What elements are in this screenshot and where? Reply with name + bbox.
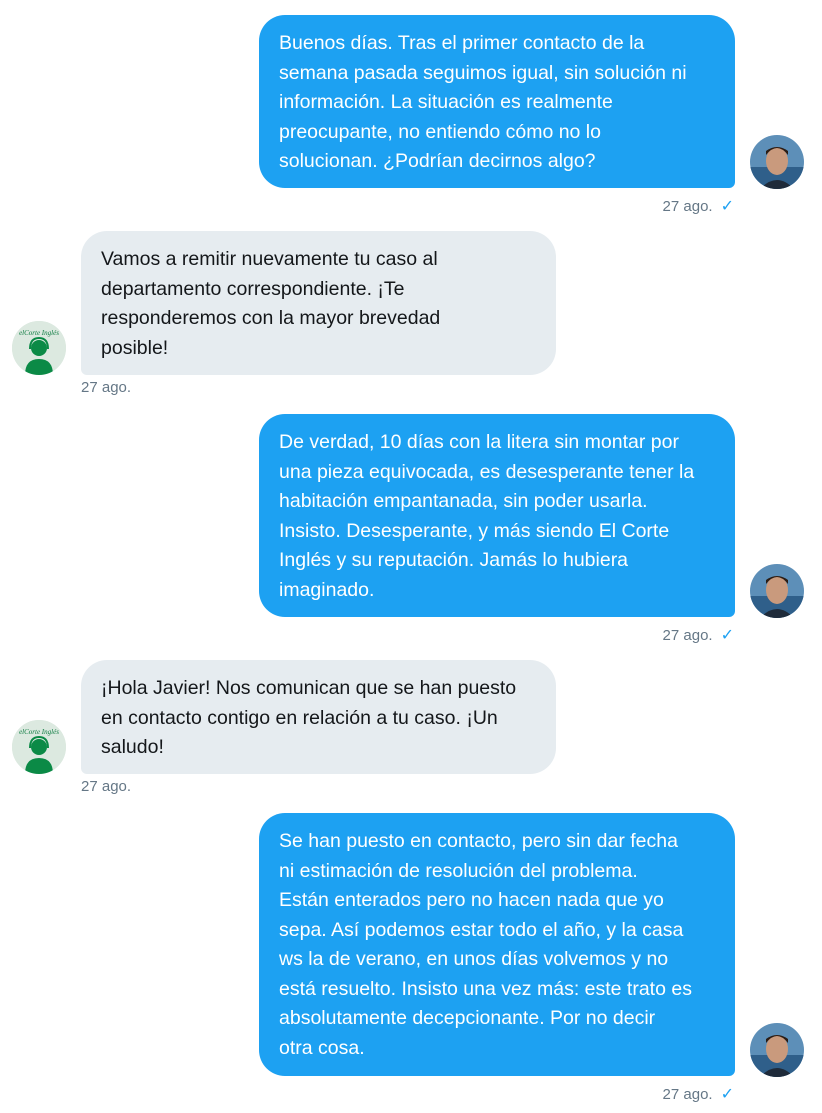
brand-avatar[interactable] (12, 720, 66, 774)
message-bubble[interactable]: Vamos a remitir nuevamente tu caso al departamento correspondiente. ¡Te responderemos con la mayor brevedad posible! (81, 231, 556, 375)
check-icon: ✓ (720, 198, 734, 215)
brand-logo-text: elCorte Inglés (19, 329, 59, 337)
message-bubble[interactable]: Se han puesto en contacto, pero sin dar fecha ni estimación de resolución del problema. Están enterados pero no hacen nada que yo sepa. Así podemos estar todo el año, y la casa ws la de verano, en unos días volvemos y no está resuelto. Insisto una vez más: este trato es absolutamente decepcionante. Por no decir otra cosa. (259, 813, 735, 1076)
timestamp: 27 ago. (662, 1086, 713, 1103)
user-avatar[interactable] (750, 564, 804, 618)
message-meta (663, 196, 734, 216)
message-bubble[interactable]: De verdad, 10 días con la litera sin montar por una pieza equivocada, es desesperante tener la habitación empantanada, sin poder usarla. Insisto. Desesperante, y más siendo El Corte Inglés y su reputación. Jamás lo hubiera imaginado. (259, 414, 735, 617)
check-icon: ✓ (720, 627, 734, 644)
user-avatar[interactable] (750, 135, 804, 189)
timestamp: 27 ago. (81, 778, 132, 795)
timestamp: 27 ago. (662, 198, 713, 215)
brand-logo-text: elCorte Inglés (19, 728, 59, 736)
message-bubble[interactable]: Buenos días. Tras el primer contacto de la semana pasada seguimos igual, sin solución ni información. La situación es realmente preocupante, no entiendo cómo no lo solucionan. ¿Podrían decirnos algo? (259, 15, 735, 188)
timestamp: 27 ago. (662, 627, 713, 644)
message-meta (81, 778, 131, 795)
message-meta (81, 379, 131, 396)
timestamp: 27 ago. (81, 379, 132, 396)
message-meta (663, 1084, 734, 1104)
user-avatar[interactable] (750, 1023, 804, 1077)
check-icon: ✓ (720, 1086, 734, 1103)
message-bubble[interactable]: ¡Hola Javier! Nos comunican que se han puesto en contacto contigo en relación a tu caso. ¡Un saludo! (81, 660, 556, 774)
message-meta (663, 625, 734, 645)
brand-avatar[interactable] (12, 321, 66, 375)
